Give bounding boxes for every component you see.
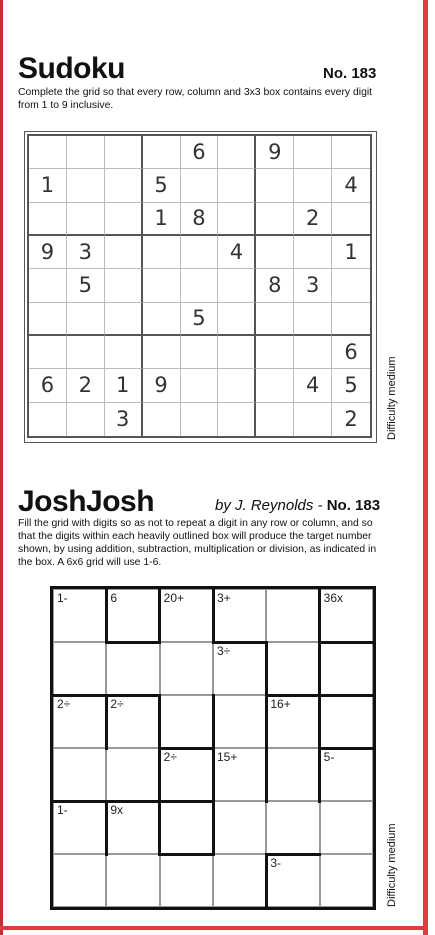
joshjosh-cell[interactable] <box>213 854 266 907</box>
sudoku-cell[interactable]: 5 <box>67 269 105 302</box>
sudoku-cell[interactable] <box>294 403 332 436</box>
sudoku-cell[interactable] <box>105 269 143 302</box>
sudoku-cell[interactable]: 5 <box>181 303 219 336</box>
cage-border <box>212 641 268 644</box>
sudoku-cell[interactable] <box>105 236 143 269</box>
sudoku-cell[interactable] <box>29 269 67 302</box>
joshjosh-cell[interactable] <box>106 854 159 907</box>
sudoku-cell[interactable]: 2 <box>344 407 358 432</box>
joshjosh-cell[interactable] <box>320 748 373 801</box>
sudoku-cell[interactable] <box>218 203 256 236</box>
joshjosh-cell[interactable] <box>266 642 319 695</box>
cage-border <box>105 800 108 856</box>
cage-border <box>158 800 214 803</box>
sudoku-cell[interactable] <box>29 303 67 336</box>
page-border-left <box>0 0 3 935</box>
sudoku-cell[interactable]: 1 <box>105 369 143 402</box>
joshjosh-puzzle-number: No. 183 <box>326 497 381 514</box>
joshjosh-cell[interactable] <box>53 801 106 854</box>
sudoku-cell[interactable]: 6 <box>29 369 67 402</box>
sudoku-cell[interactable] <box>181 336 219 369</box>
sudoku-cell[interactable]: 6 <box>181 136 219 169</box>
sudoku-cell[interactable]: 2 <box>294 203 332 236</box>
joshjosh-cell[interactable] <box>106 589 159 642</box>
sudoku-cell[interactable]: 4 <box>218 236 256 269</box>
sudoku-cell[interactable] <box>143 236 181 269</box>
sudoku-cell[interactable] <box>105 336 143 369</box>
sudoku-cell[interactable] <box>294 336 332 369</box>
joshjosh-cell[interactable] <box>53 854 106 907</box>
joshjosh-cell[interactable] <box>320 695 373 748</box>
joshjosh-cell[interactable] <box>106 801 159 854</box>
cage-border <box>265 641 268 697</box>
cage-border <box>212 588 215 644</box>
sudoku-cell[interactable] <box>181 369 219 402</box>
cage-border <box>158 800 161 856</box>
joshjosh-cell[interactable] <box>160 642 213 695</box>
sudoku-cell[interactable]: 3 <box>294 269 332 302</box>
cage-border <box>158 747 214 750</box>
sudoku-cell[interactable]: 4 <box>294 369 332 402</box>
joshjosh-title: JoshJosh <box>18 485 155 518</box>
sudoku-cell[interactable] <box>332 303 370 336</box>
cage-border <box>158 853 214 856</box>
sudoku-cell[interactable] <box>67 169 105 202</box>
sudoku-cell[interactable] <box>294 136 332 169</box>
sudoku-cell[interactable] <box>29 203 67 236</box>
joshjosh-cell[interactable] <box>213 589 266 642</box>
sudoku-cell[interactable] <box>218 169 256 202</box>
sudoku-cell[interactable]: 5 <box>143 169 181 202</box>
cage-clue: 1- <box>57 803 68 817</box>
sudoku-puzzle-number: No. 183 <box>323 65 377 82</box>
sudoku-cell[interactable]: 4 <box>332 169 370 202</box>
sudoku-cell[interactable] <box>256 169 294 202</box>
cage-clue: 15+ <box>217 750 238 764</box>
cage-clue: 2÷ <box>110 697 124 711</box>
sudoku-cell[interactable] <box>181 236 219 269</box>
sudoku-cell[interactable] <box>218 403 256 436</box>
sudoku-cell[interactable] <box>143 136 181 169</box>
cage-border <box>158 588 161 644</box>
sudoku-cell[interactable] <box>29 403 67 436</box>
cage-border <box>105 641 161 644</box>
sudoku-cell[interactable] <box>181 169 219 202</box>
joshjosh-cell[interactable] <box>53 589 106 642</box>
joshjosh-author: by J. Reynolds - <box>215 497 323 514</box>
joshjosh-cell[interactable] <box>160 589 213 642</box>
sudoku-cell[interactable]: 6 <box>332 336 370 369</box>
joshjosh-cell[interactable] <box>53 642 106 695</box>
cage-border <box>265 694 268 803</box>
sudoku-cell[interactable] <box>105 203 143 236</box>
cage-clue: 2÷ <box>163 750 177 764</box>
sudoku-cell[interactable] <box>67 203 105 236</box>
page-border-right <box>423 0 428 935</box>
sudoku-title: Sudoku <box>18 52 125 85</box>
joshjosh-cell[interactable] <box>106 748 159 801</box>
sudoku-cell[interactable]: 5 <box>332 369 370 402</box>
sudoku-grid <box>27 134 372 438</box>
sudoku-cell[interactable] <box>218 336 256 369</box>
sudoku-cell[interactable] <box>332 136 370 169</box>
joshjosh-cell[interactable] <box>106 695 159 748</box>
sudoku-cell[interactable] <box>294 236 332 269</box>
sudoku-instructions: Complete the grid so that every row, column and 3x3 box contains every digit from 1 to 9 inclusive. <box>18 87 373 111</box>
sudoku-cell[interactable]: 9 <box>256 136 294 169</box>
sudoku-cell[interactable] <box>181 269 219 302</box>
joshjosh-cell[interactable] <box>213 801 266 854</box>
sudoku-cell[interactable]: 9 <box>29 236 67 269</box>
cage-border <box>158 694 161 750</box>
sudoku-cell[interactable] <box>332 269 370 302</box>
sudoku-cell[interactable]: 1 <box>29 169 67 202</box>
sudoku-cell[interactable]: 1 <box>143 203 181 236</box>
joshjosh-cell[interactable] <box>320 642 373 695</box>
joshjosh-difficulty: Difficulty medium <box>386 823 398 907</box>
joshjosh-cell[interactable] <box>160 854 213 907</box>
sudoku-cell[interactable] <box>294 169 332 202</box>
joshjosh-cell[interactable] <box>266 589 319 642</box>
sudoku-cell[interactable] <box>256 236 294 269</box>
sudoku-cell[interactable] <box>143 403 181 436</box>
cage-clue: 2÷ <box>57 697 71 711</box>
joshjosh-instructions: Fill the grid with digits so as not to repeat a digit in any row or column, and so that the digits within each heavily outlined box will produce the target number shown, by using addition, subtraction, multiplication or division, as indicated in the box. A 6x6 grid will use 1-6. <box>18 518 377 568</box>
sudoku-cell[interactable] <box>67 336 105 369</box>
sudoku-cell[interactable] <box>105 303 143 336</box>
sudoku-cell[interactable] <box>218 269 256 302</box>
cage-border <box>105 694 108 750</box>
joshjosh-cell[interactable] <box>266 854 319 907</box>
sudoku-cell[interactable] <box>67 403 105 436</box>
sudoku-cell[interactable]: 8 <box>256 269 294 302</box>
sudoku-cell[interactable] <box>332 203 370 236</box>
cage-border <box>158 747 161 803</box>
cage-clue: 6 <box>110 591 118 605</box>
sudoku-cell[interactable] <box>256 203 294 236</box>
joshjosh-byline <box>215 497 380 514</box>
sudoku-cell[interactable] <box>256 369 294 402</box>
joshjosh-cell[interactable] <box>160 801 213 854</box>
sudoku-cell[interactable] <box>143 336 181 369</box>
sudoku-cell[interactable] <box>181 403 219 436</box>
sudoku-cell[interactable] <box>256 403 294 436</box>
sudoku-cell[interactable] <box>29 136 67 169</box>
cage-clue: 5- <box>323 750 335 764</box>
cage-clue: 16+ <box>270 697 291 711</box>
sudoku-cell[interactable] <box>256 303 294 336</box>
cage-border <box>105 588 108 644</box>
sudoku-cell[interactable] <box>105 136 143 169</box>
sudoku-cell[interactable] <box>218 369 256 402</box>
sudoku-cell[interactable] <box>143 303 181 336</box>
joshjosh-cell[interactable] <box>53 695 106 748</box>
cage-clue: 3+ <box>217 591 231 605</box>
sudoku-cell[interactable] <box>67 136 105 169</box>
joshjosh-cell[interactable] <box>213 748 266 801</box>
sudoku-cell[interactable] <box>218 303 256 336</box>
cage-border <box>265 694 375 697</box>
sudoku-cell[interactable] <box>256 336 294 369</box>
cage-clue: 3- <box>270 856 281 870</box>
cage-border <box>212 800 215 856</box>
page-border-bottom <box>0 926 428 930</box>
cage-border <box>318 641 321 697</box>
sudoku-cell[interactable]: 9 <box>143 369 181 402</box>
cage-border <box>265 853 321 856</box>
joshjosh-cell[interactable] <box>160 748 213 801</box>
sudoku-cell[interactable] <box>105 169 143 202</box>
cage-clue: 20+ <box>163 591 185 605</box>
cage-border <box>318 747 374 750</box>
joshjosh-cell[interactable] <box>320 854 373 907</box>
joshjosh-cell[interactable] <box>266 801 319 854</box>
joshjosh-grid <box>50 586 376 910</box>
joshjosh-cell[interactable] <box>213 642 266 695</box>
sudoku-cell[interactable]: 1 <box>332 236 370 269</box>
cage-clue: 1- <box>57 591 68 605</box>
cage-border <box>52 800 162 803</box>
cage-border <box>52 694 162 697</box>
joshjosh-cell[interactable] <box>266 748 319 801</box>
joshjosh-cell[interactable] <box>53 748 106 801</box>
sudoku-difficulty: Difficulty medium <box>386 356 398 440</box>
cage-clue: 3÷ <box>217 644 231 658</box>
sudoku-cell[interactable]: 8 <box>181 203 219 236</box>
joshjosh-cell[interactable] <box>160 695 213 748</box>
joshjosh-cell[interactable] <box>213 695 266 748</box>
cage-border <box>318 588 321 644</box>
sudoku-cell[interactable] <box>294 303 332 336</box>
cage-clue: 9x <box>110 803 124 817</box>
cage-border <box>265 853 268 909</box>
sudoku-cell[interactable]: 3 <box>67 236 105 269</box>
sudoku-cell[interactable]: 2 <box>67 369 105 402</box>
sudoku-cell[interactable] <box>218 136 256 169</box>
joshjosh-cell[interactable] <box>320 589 373 642</box>
cage-border <box>318 641 374 644</box>
cage-clue: 36x <box>323 591 344 605</box>
sudoku-cell[interactable] <box>29 336 67 369</box>
sudoku-cell[interactable]: 3 <box>105 403 143 436</box>
sudoku-cell[interactable] <box>143 269 181 302</box>
sudoku-cell[interactable] <box>67 303 105 336</box>
joshjosh-cell[interactable] <box>106 642 159 695</box>
joshjosh-cell[interactable] <box>266 695 319 748</box>
joshjosh-cell[interactable] <box>320 801 373 854</box>
